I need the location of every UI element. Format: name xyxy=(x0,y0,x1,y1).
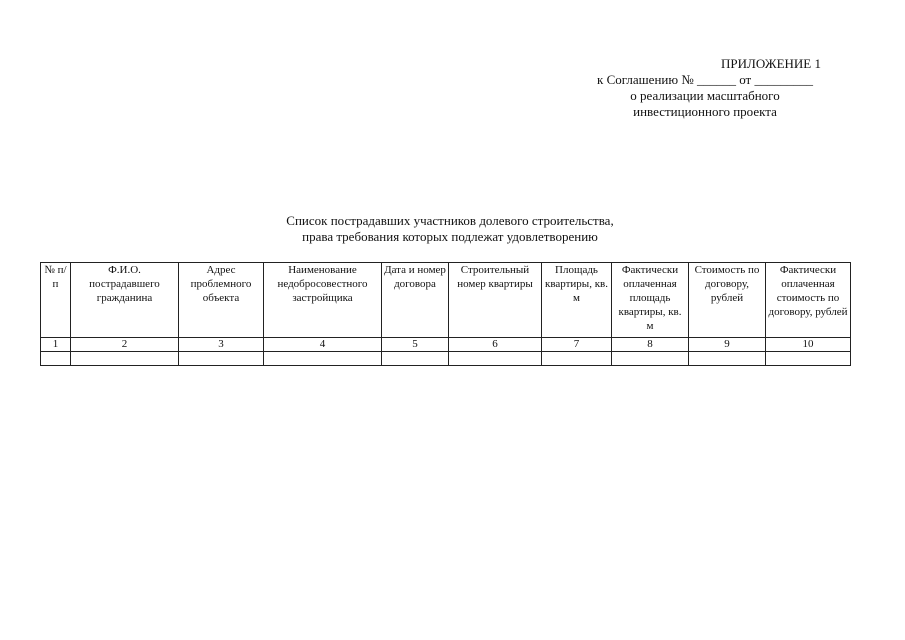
appendix-title: ПРИЛОЖЕНИЕ 1 xyxy=(721,56,821,71)
column-number: 10 xyxy=(766,338,851,352)
header-paid-area: Фактически оплаченная площадь квартиры, кв. м xyxy=(612,263,689,338)
column-number: 3 xyxy=(179,338,264,352)
empty-cell[interactable] xyxy=(179,352,264,366)
header-contract: Дата и номер договора xyxy=(382,263,449,338)
header-paid-cost: Фактически оплаченная стоимость по договору, рублей xyxy=(766,263,851,338)
empty-cell[interactable] xyxy=(71,352,179,366)
empty-cell[interactable] xyxy=(766,352,851,366)
column-number: 6 xyxy=(449,338,542,352)
header-contract-cost: Стоимость по договору, рублей xyxy=(689,263,766,338)
column-number: 2 xyxy=(71,338,179,352)
column-number: 8 xyxy=(612,338,689,352)
empty-cell[interactable] xyxy=(689,352,766,366)
column-number: 7 xyxy=(542,338,612,352)
empty-cell[interactable] xyxy=(41,352,71,366)
table-header-row xyxy=(41,263,851,338)
document-title-line-1: Список пострадавших участников долевого строительства, xyxy=(286,213,614,228)
appendix-header xyxy=(565,56,845,120)
empty-cell[interactable] xyxy=(264,352,382,366)
empty-cell[interactable] xyxy=(449,352,542,366)
header-full-name: Ф.И.О. пострадавшего гражданина xyxy=(71,263,179,338)
appendix-project-line: о реализации масштабного xyxy=(630,88,780,103)
column-number: 4 xyxy=(264,338,382,352)
header-area: Площадь квартиры, кв. м xyxy=(542,263,612,338)
claims-table xyxy=(40,262,851,366)
empty-cell[interactable] xyxy=(612,352,689,366)
column-number: 1 xyxy=(41,338,71,352)
column-number: 5 xyxy=(382,338,449,352)
appendix-project-line-2: инвестиционного проекта xyxy=(633,104,777,119)
appendix-agreement-line: к Соглашению № ______ от _________ xyxy=(597,72,813,87)
column-number: 9 xyxy=(689,338,766,352)
header-number: № п/п xyxy=(41,263,71,338)
header-apartment-number: Строительный номер квартиры xyxy=(449,263,542,338)
empty-data-row xyxy=(41,352,851,366)
column-number-row xyxy=(41,338,851,352)
document-title-line-2: права требования которых подлежат удовлетворению xyxy=(302,229,598,244)
header-developer: Наименование недобросовестного застройщика xyxy=(264,263,382,338)
empty-cell[interactable] xyxy=(382,352,449,366)
document-title xyxy=(200,213,700,245)
header-address: Адрес проблемного объекта xyxy=(179,263,264,338)
empty-cell[interactable] xyxy=(542,352,612,366)
